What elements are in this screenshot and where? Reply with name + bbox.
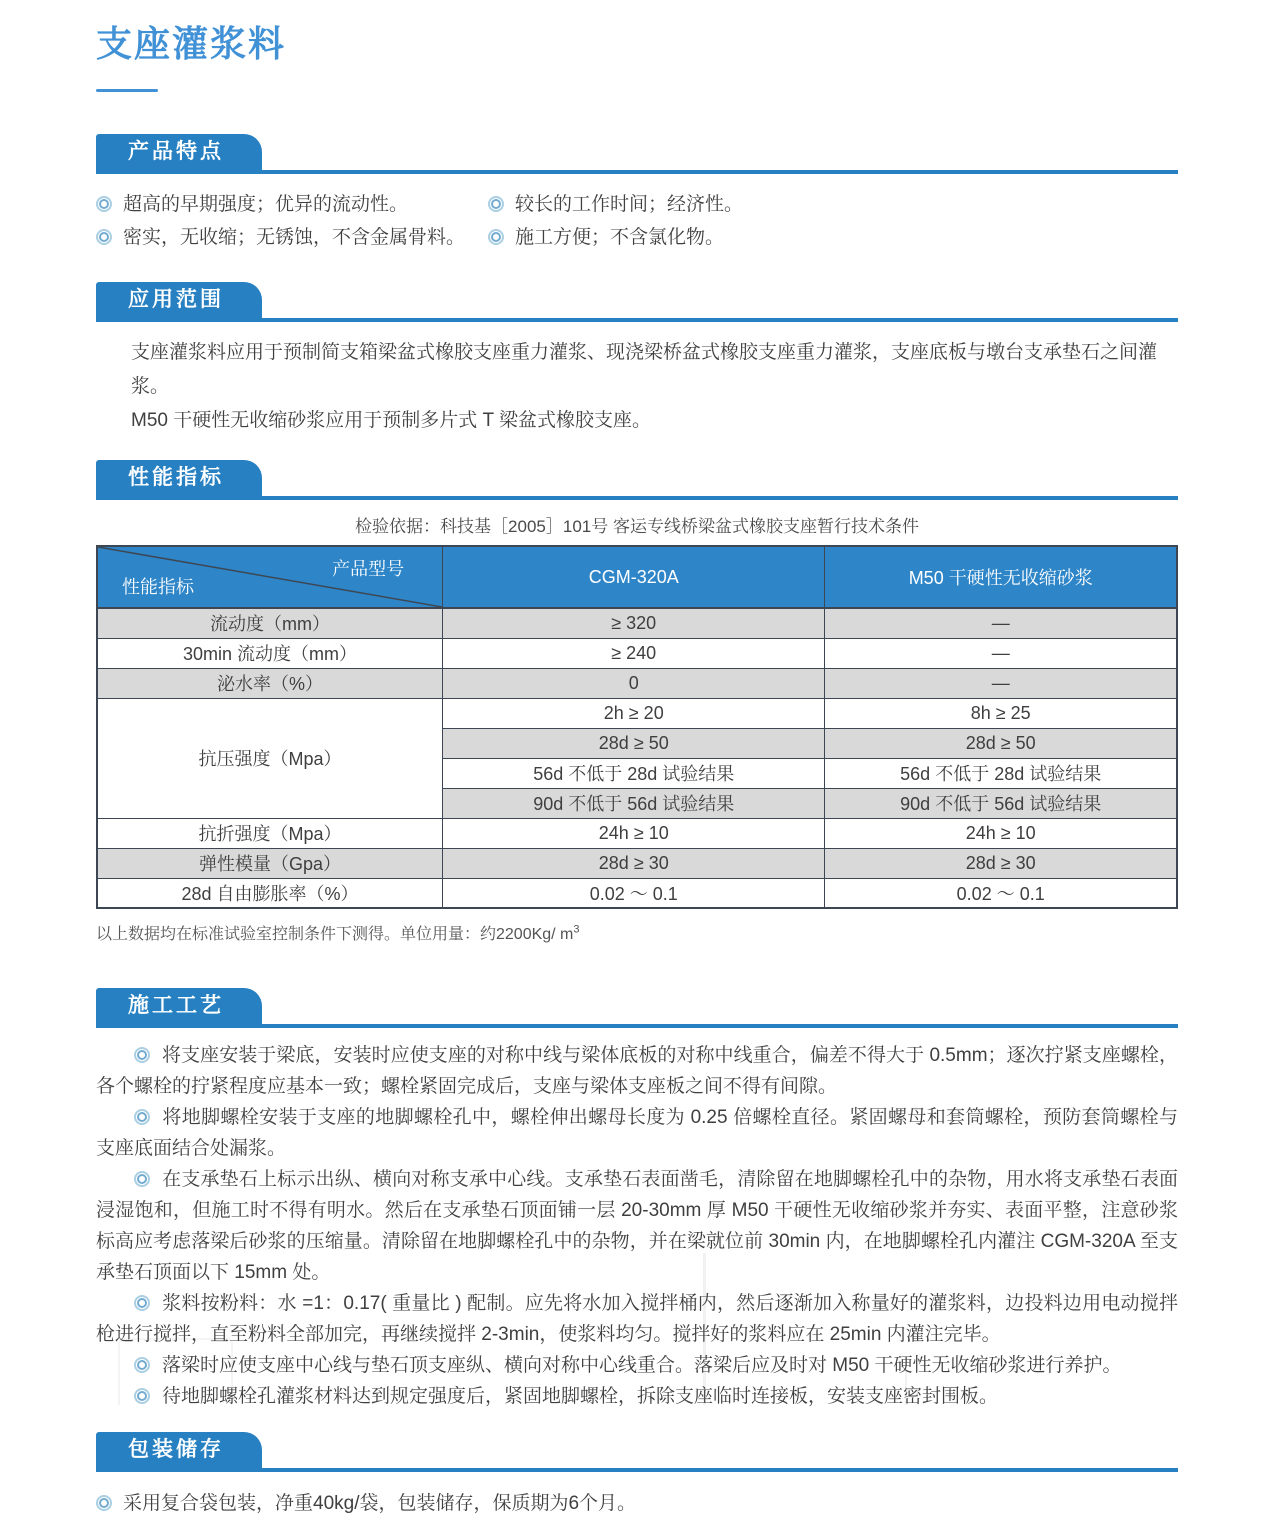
performance-table [96,545,1178,909]
table-row [97,818,1177,848]
table-row [97,668,1177,698]
bullet-ring-icon [96,1495,112,1511]
feature-text: 较长的工作时间；经济性。 [515,194,744,215]
construction-step [96,1350,1178,1381]
cell-value: 0.02 ～ 0.1 [443,878,825,908]
bullet-ring-icon [134,1388,150,1404]
section-tab-application: 应用范围 [96,282,262,318]
section-tab-performance: 性能指标 [96,460,262,496]
cell-value: 90d 不低于 56d 试验结果 [443,788,825,818]
step-text: 浆料按粉料：水 =1：0.17( 重量比 ) 配制。应先将水加入搅拌桶内，然后逐渐加入称量好的灌浆料，边投料边用电动搅拌枪进行搅拌，直至粉料全部加完，再继续搅拌 2-3min，使浆料均匀。搅拌好的浆料应在 25min 内灌注完毕。 [96,1293,1178,1345]
cell-value: 0.02 ～ 0.1 [825,878,1177,908]
cell-value: 0 [443,668,825,698]
cell-value: 28d ≥ 50 [825,728,1177,758]
step-text: 待地脚螺栓孔灌浆材料达到规定强度后，紧固地脚螺栓，拆除支座临时连接板，安装支座密封围板。 [162,1386,999,1407]
list-item [488,188,1178,221]
section-head-performance [96,460,1178,500]
bullet-ring-icon [96,196,112,212]
step-text: 将支座安装于梁底，安装时应使支座的对称中线与梁体底板的对称中线重合，偏差不得大于 0.5mm；逐次拧紧支座螺栓，各个螺栓的拧紧程度应基本一致；螺栓紧固完成后，支座与梁体支座板之间不得有间隙。 [96,1045,1178,1097]
list-item [96,221,488,254]
cell-value: ≥ 240 [443,638,825,668]
construction-step [96,1040,1178,1102]
column-header: CGM-320A [443,546,825,608]
section-tab-features: 产品特点 [96,134,262,170]
performance-table-head [97,546,1177,608]
cell-value: — [825,668,1177,698]
construction-step [96,1381,1178,1412]
cell-value: 2h ≥ 20 [443,698,825,728]
step-text: 在支承垫石上标示出纵、横向对称支承中心线。支承垫石表面凿毛，清除留在地脚螺栓孔中的杂物，用水将支承垫石表面浸湿饱和，但施工时不得有明水。然后在支承垫石顶面铺一层 20-30mm 厚 M50 干硬性无收缩砂浆并夯实、表面平整，注意砂浆标高应考虑落梁后砂浆的压缩量。清除留在地脚螺栓孔中的杂物，并在梁就位前 30min 内，在地脚螺栓孔内灌注 CGM-320A 至支承垫石顶面以下 15mm 处。 [96,1169,1178,1283]
table-row [97,848,1177,878]
corner-label-performance-index: 性能指标 [122,577,194,597]
page-title: 支座灌浆料 [96,23,287,64]
table-row [97,698,1177,728]
packaging-item [96,1488,1178,1520]
title-underline [96,89,158,92]
content-column [96,16,1178,1520]
step-text: 落梁时应使支座中心线与垫石顶支座纵、横向对称中心线重合。落梁后应及时对 M50 干硬性无收缩砂浆进行养护。 [162,1355,1122,1376]
test-basis-caption: 检验依据：科技基［2005］101号 客运专线桥梁盆式橡胶支座暂行技术条件 [355,517,919,536]
cell-value: 56d 不低于 28d 试验结果 [825,758,1177,788]
cell-value: — [825,638,1177,668]
step-text: 将地脚螺栓安装于支座的地脚螺栓孔中，螺栓伸出螺母长度为 0.25 倍螺栓直径。紧固螺母和套筒螺栓，预防套筒螺栓与支座底面结合处漏浆。 [96,1107,1178,1159]
cell-value: ≥ 320 [443,608,825,638]
application-line: M50 干硬性无收缩砂浆应用于预制多片式 T 梁盆式橡胶支座。 [131,410,652,431]
section-tab-construction: 施工工艺 [96,988,262,1024]
section-head-features [96,134,1178,174]
feature-text: 密实，无收缩；无锈蚀，不含金属骨料。 [123,227,466,248]
section-head-construction [96,988,1178,1028]
construction-step [96,1164,1178,1288]
row-label: 泌水率（%） [97,668,443,698]
cell-value: 28d ≥ 30 [825,848,1177,878]
section-tab-packaging: 包装储存 [96,1432,262,1468]
cell-value: 90d 不低于 56d 试验结果 [825,788,1177,818]
bullet-ring-icon [134,1171,150,1187]
construction-step [96,1102,1178,1164]
bullet-ring-icon [488,229,504,245]
bullet-ring-icon [134,1047,150,1063]
cell-value: — [825,608,1177,638]
cell-value: 28d ≥ 50 [443,728,825,758]
bullet-ring-icon [488,196,504,212]
row-label-compressive-strength: 抗压强度（Mpa） [97,698,443,818]
bullet-ring-icon [134,1295,150,1311]
column-header: M50 干硬性无收缩砂浆 [825,546,1177,608]
cell-value: 24h ≥ 10 [443,818,825,848]
row-label: 流动度（mm） [97,608,443,638]
feature-text: 施工方便；不含氯化物。 [515,227,725,248]
application-text [96,336,1178,438]
section-head-application [96,282,1178,322]
table-row [97,638,1177,668]
bullet-ring-icon [134,1357,150,1373]
packaging-text: 采用复合袋包装，净重40kg/袋，包装储存，保质期为6个月。 [123,1493,637,1514]
row-label: 30min 流动度（mm） [97,638,443,668]
cell-value: 24h ≥ 10 [825,818,1177,848]
construction-step [96,1288,1178,1350]
cell-value: 28d ≥ 30 [443,848,825,878]
list-item [96,188,488,221]
performance-table-body [97,608,1177,908]
table-row [97,878,1177,908]
table-footnote [96,921,1178,944]
row-label: 弹性模量（Gpa） [97,848,443,878]
feature-text: 超高的早期强度；优异的流动性。 [123,194,409,215]
application-line: 支座灌浆料应用于预制简支箱梁盆式橡胶支座重力灌浆、现浇梁桥盆式橡胶支座重力灌浆，支座底板与墩台支承垫石之间灌浆。 [131,342,1158,397]
list-item [488,221,1178,254]
footnote-text: 以上数据均在标准试验室控制条件下测得。单位用量：约2200Kg/ m [96,926,574,943]
cell-value: 56d 不低于 28d 试验结果 [443,758,825,788]
bullet-ring-icon [134,1109,150,1125]
row-label: 抗折强度（Mpa） [97,818,443,848]
corner-label-product-model: 产品型号 [332,559,405,579]
section-head-packaging [96,1432,1178,1472]
table-row [97,608,1177,638]
features-list [96,188,1178,254]
diagonal-header-cell [97,546,443,608]
footnote-superscript: 3 [573,923,580,936]
row-label: 28d 自由膨胀率（%） [97,878,443,908]
construction-steps [96,1040,1178,1412]
bullet-ring-icon [96,229,112,245]
cell-value: 8h ≥ 25 [825,698,1177,728]
